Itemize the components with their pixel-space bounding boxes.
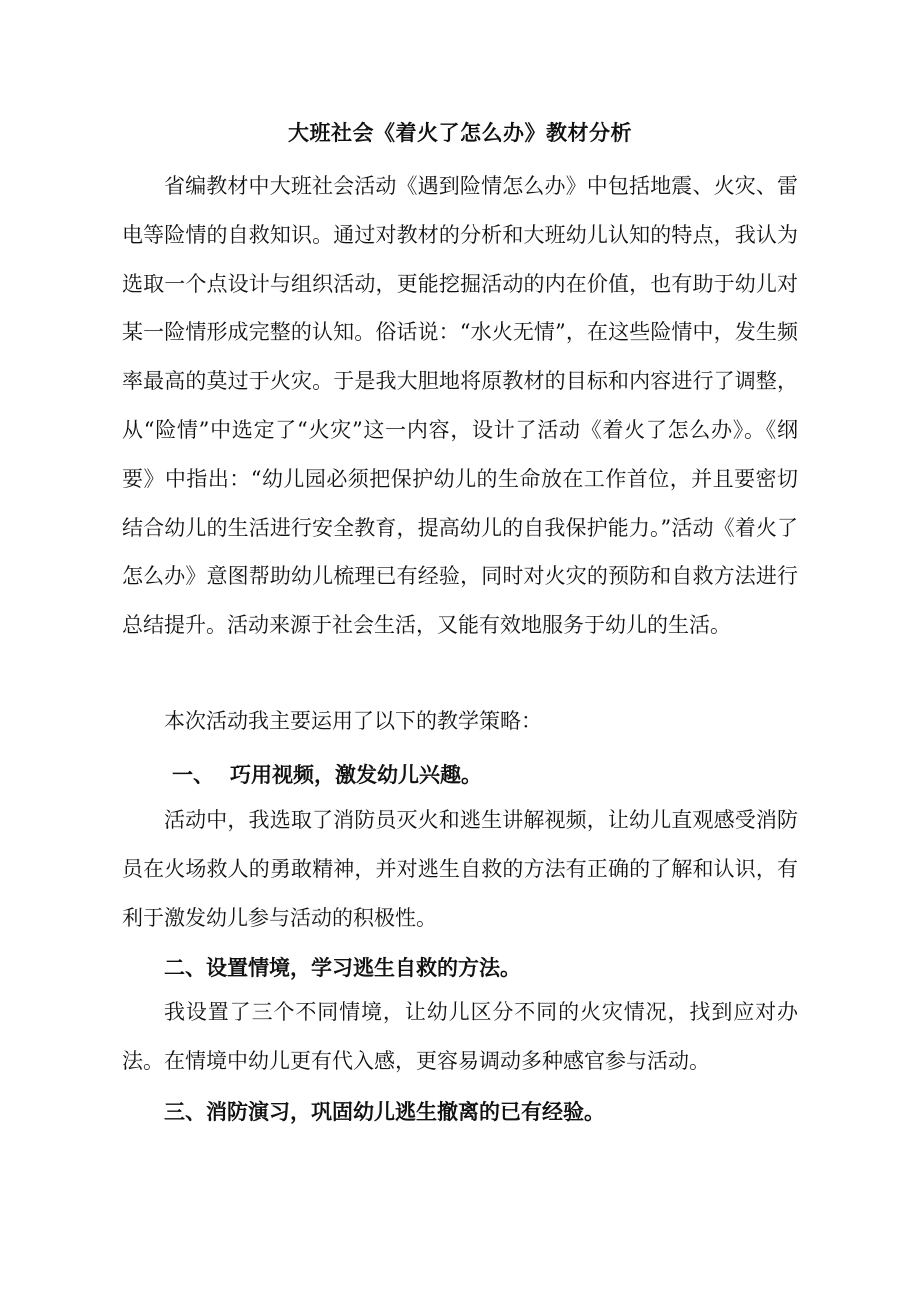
section-1-body: 活动中，我选取了消防员灭火和逃生讲解视频，让幼儿直观感受消防员在火场救人的勇敢精神，并对逃生自救的方法有正确的了解和认识，有利于激发幼儿参与活动的积极性。 bbox=[122, 808, 798, 930]
section-2-heading: 二、设置情境，学习逃生自救的方法。 bbox=[164, 955, 521, 980]
intro-paragraph: 省编教材中大班社会活动《遇到险情怎么办》中包括地震、火灾、雷电等险情的自救知识。通过对教材的分析和大班幼儿认知的特点，我认为选取一个点设计与组织活动，更能挖掘活动的内在价值，也有助于幼儿对某一险情形成完整的认知。俗话说：“水火无情”，在这些险情中，发生频率最高的莫过于火灾。于是我大胆地将原教材的目标和内容进行了调整，从“险情”中选定了“火灾”这一内容，设计了活动《着火了怎么办》。《纲要》中指出：“幼儿园必须把保护幼儿的生命放在工作首位，并且要密切结合幼儿的生活进行安全教育，提高幼儿的自我保护能力。”活动《着火了怎么办》意图帮助幼儿梳理已有经验，同时对火灾的预防和自救方法进行总结提升。活动来源于社会生活，又能有效地服务于幼儿的生活。 bbox=[122, 174, 798, 638]
section-1-heading bbox=[172, 760, 482, 790]
section-2-body: 我设置了三个不同情境，让幼儿区分不同的火灾情况，找到应对办法。在情境中幼儿更有代入感，更容易调动多种感官参与活动。 bbox=[122, 1000, 798, 1073]
section-1-number: 一、 bbox=[172, 762, 214, 787]
strategy-intro: 本次活动我主要运用了以下的教学策略： bbox=[164, 709, 542, 733]
document-title: 大班社会《着火了怎么办》教材分析 bbox=[288, 120, 632, 145]
section-3-heading: 三、消防演习，巩固幼儿逃生撤离的已有经验。 bbox=[164, 1099, 605, 1124]
section-1-title: 巧用视频，激发幼儿兴趣。 bbox=[230, 762, 482, 787]
